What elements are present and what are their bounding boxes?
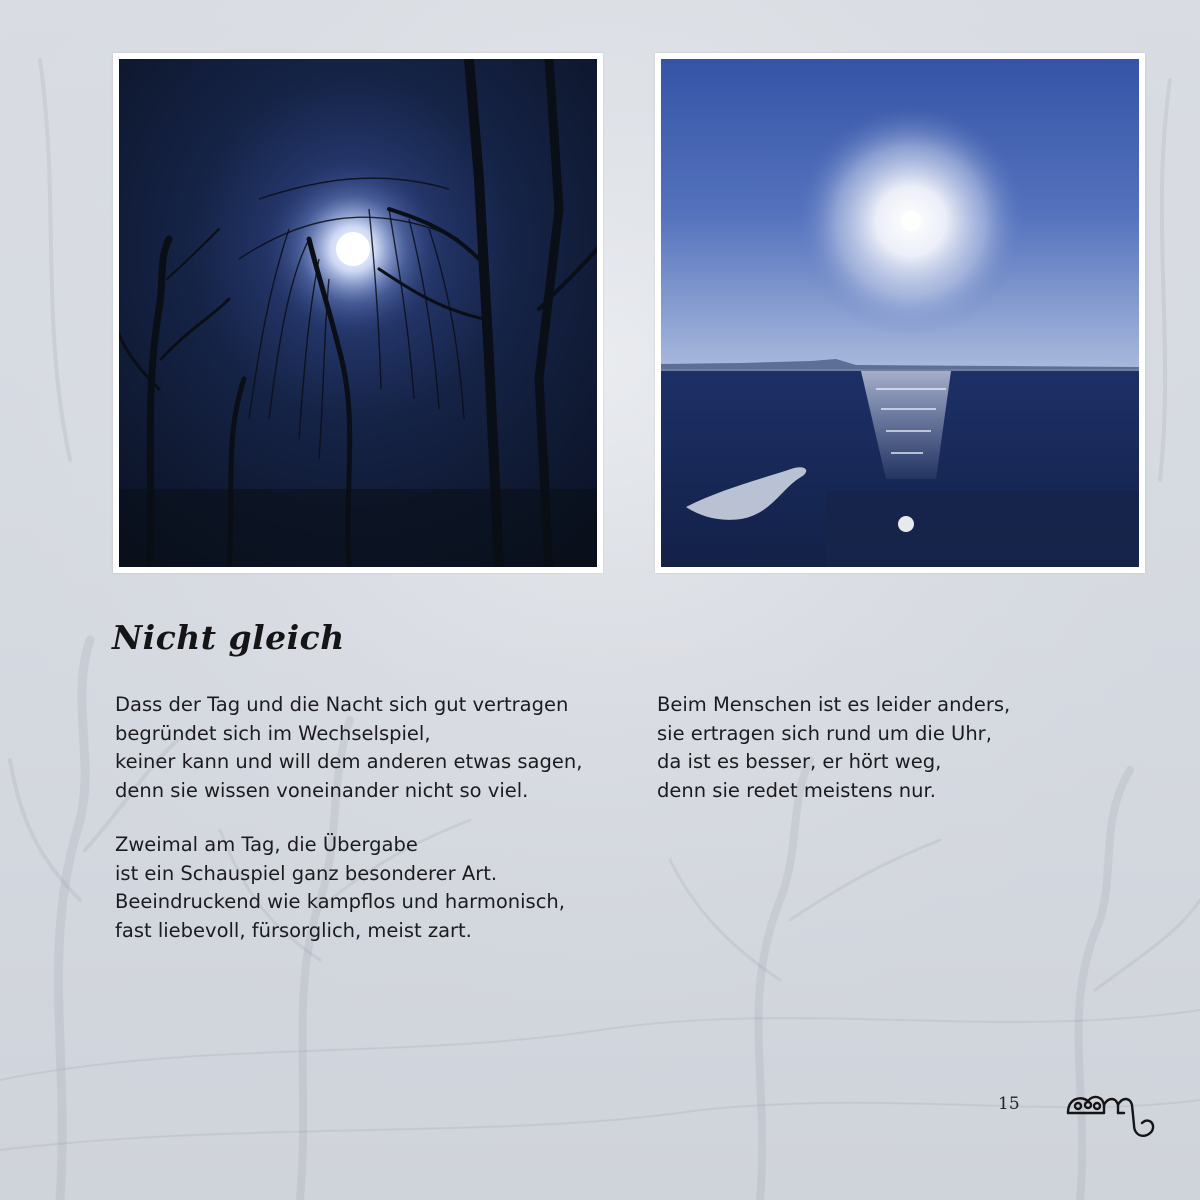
poem-stanza-2: [115, 831, 565, 945]
poem-line: keiner kann und will dem anderen etwas sagen,: [115, 750, 583, 773]
poem-line: da ist es besser, er hört weg,: [657, 750, 942, 773]
poem-line: Zweimal am Tag, die Übergabe: [115, 833, 418, 856]
poem-line: denn sie redet meistens nur.: [657, 778, 936, 802]
photo-moon-through-trees: [113, 53, 603, 573]
poem-line: Beim Menschen ist es leider anders,: [657, 693, 1011, 716]
poem-line: ist ein Schauspiel ganz besonderer Art.: [115, 861, 498, 885]
poem-line: Dass der Tag und die Nacht sich gut vertragen: [115, 693, 569, 716]
poem-line: fast liebevoll, fürsorglich, meist zart.: [115, 918, 472, 942]
poem-line: Beeindruckend wie kampflos und harmonisch,: [115, 890, 565, 913]
poem-line: sie ertragen sich rund um die Uhr,: [657, 721, 992, 745]
poem-line: denn sie wissen voneinander nicht so viel.: [115, 778, 529, 802]
page-number: 15: [998, 1094, 1020, 1114]
moon: [336, 232, 370, 266]
poem-stanza-3: [657, 691, 1010, 805]
photo-moon-over-lake: [655, 53, 1145, 573]
moon-over-lake-image: [661, 59, 1139, 567]
poem-line: begründet sich im Wechselspiel,: [115, 721, 431, 745]
moon-through-trees-image: [119, 59, 597, 567]
poem-title: Nicht gleich: [112, 618, 345, 657]
author-logo-icon: [1064, 1085, 1164, 1145]
moon: [901, 211, 921, 231]
poem-stanza-1: [115, 691, 582, 805]
